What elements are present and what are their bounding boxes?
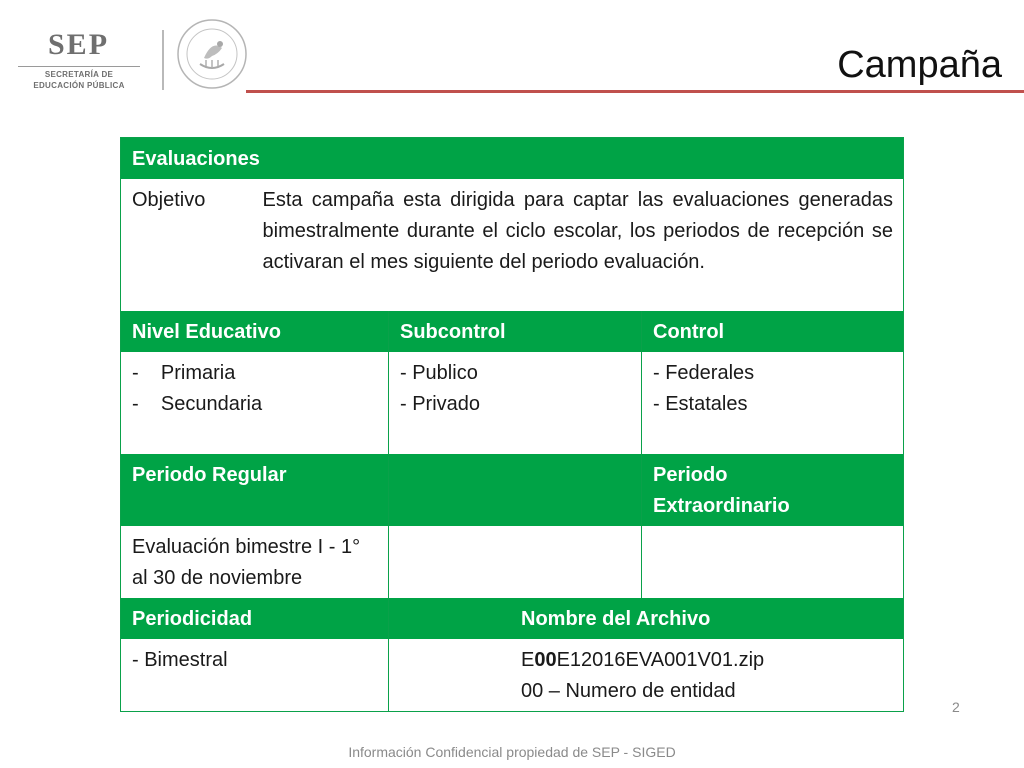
list-item: - Secundaria bbox=[132, 393, 263, 415]
file-suffix: E12016EVA001V01.zip bbox=[556, 649, 765, 671]
list-item: - Publico bbox=[400, 362, 478, 384]
campaign-table bbox=[120, 137, 904, 712]
nivel-cell bbox=[121, 352, 389, 454]
col-header-control: Control bbox=[642, 311, 904, 352]
empty-cell bbox=[389, 526, 642, 598]
slide-header bbox=[0, 0, 1024, 100]
table-row bbox=[121, 138, 904, 180]
periodo-extra-text: Periodo Extraordinario bbox=[653, 464, 790, 517]
col-header-subcontrol: Subcontrol bbox=[389, 311, 642, 352]
list-item: - Federales bbox=[653, 362, 755, 384]
table-header-evaluaciones: Evaluaciones bbox=[121, 138, 904, 180]
archivo-cell bbox=[389, 639, 904, 712]
periodo-regular-header: Periodo Regular bbox=[121, 454, 389, 526]
control-cell bbox=[642, 352, 904, 454]
title-underline bbox=[246, 90, 1024, 93]
empty-header-cell bbox=[389, 454, 642, 526]
file-note: 00 – Numero de entidad bbox=[521, 680, 736, 702]
eval-bimestre-cell: Evaluación bimestre I - 1° al 30 de noviembre bbox=[121, 526, 389, 598]
page-number: 2 bbox=[952, 699, 960, 715]
bimestral-cell: - Bimestral bbox=[121, 639, 389, 712]
logo-divider bbox=[162, 30, 164, 90]
table-row bbox=[121, 639, 904, 712]
footer-text: Información Confidencial propiedad de SEP - SIGED bbox=[348, 744, 676, 760]
sep-logo-line bbox=[18, 66, 140, 67]
table-row bbox=[121, 526, 904, 598]
file-entity-code: 00 bbox=[534, 649, 557, 671]
nombre-archivo-header bbox=[389, 598, 904, 639]
sep-logo-subtitle-1: SECRETARÍA DE bbox=[44, 70, 114, 79]
sep-logo bbox=[18, 28, 140, 92]
sep-logo-subtitle-2: EDUCACIÓN PÚBLICA bbox=[33, 81, 125, 90]
list-item: - Privado bbox=[400, 393, 481, 415]
col-header-nivel: Nivel Educativo bbox=[121, 311, 389, 352]
table-row bbox=[121, 352, 904, 454]
objetivo-label: Objetivo bbox=[121, 179, 252, 311]
list-item: - Primaria bbox=[132, 362, 236, 384]
slide-title: Campaña bbox=[837, 44, 1002, 86]
empty-cell bbox=[642, 526, 904, 598]
file-prefix: E bbox=[521, 649, 535, 671]
objetivo-text: Esta campaña esta dirigida para captar las evaluaciones generadas bimestralmente durante el ciclo escolar, los periodos de recepción se activaran el mes siguiente del periodo evaluación. bbox=[252, 179, 904, 311]
mexico-seal-icon bbox=[176, 18, 248, 90]
sep-logo-word: SEP bbox=[48, 28, 110, 61]
nombre-archivo-text: Nombre del Archivo bbox=[521, 608, 711, 630]
table-row bbox=[121, 311, 904, 352]
list-item: - Estatales bbox=[653, 393, 748, 415]
table-row bbox=[121, 179, 904, 311]
subcontrol-cell bbox=[389, 352, 642, 454]
table-row bbox=[121, 454, 904, 526]
file-name bbox=[521, 645, 893, 676]
table-row bbox=[121, 598, 904, 639]
periodo-extra-header bbox=[642, 454, 904, 526]
periodicidad-header: Periodicidad bbox=[121, 598, 389, 639]
